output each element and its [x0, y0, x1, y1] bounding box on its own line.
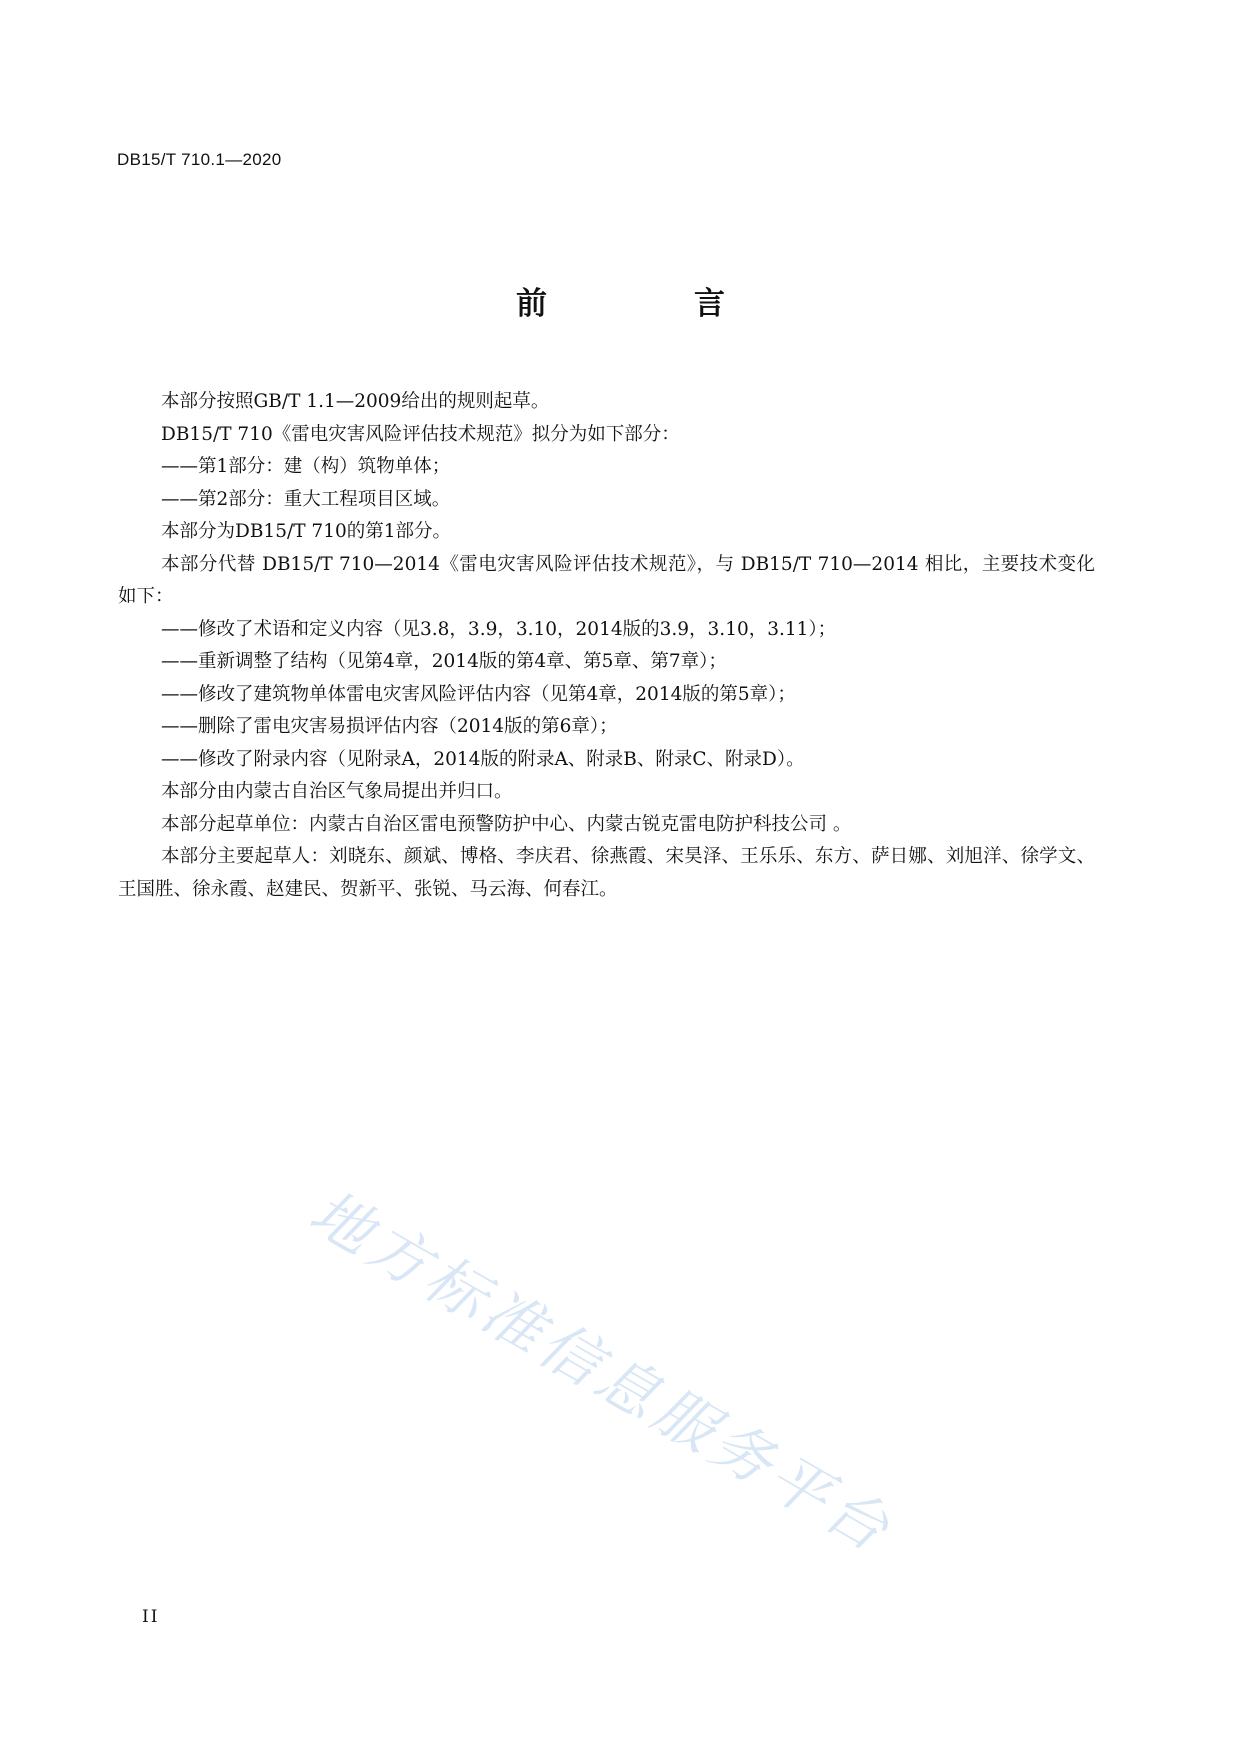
paragraph-drafting-units: 本部分起草单位：内蒙古自治区雷电预警防护中心、内蒙古锐克雷电防护科技公司 。: [161, 813, 852, 835]
document-body: [118, 386, 1095, 906]
paragraph-drafters: 本部分主要起草人：刘晓东、颜斌、博格、李庆君、徐燕霞、宋昊泽、王乐乐、东方、萨日娜、刘旭洋、徐学文、王国胜、徐永霞、赵建民、贺新平、张锐、马云海、何春江。: [118, 846, 1095, 900]
paragraph-drafting-rules: 本部分按照GB/T 1.1—2009给出的规则起草。: [161, 391, 550, 412]
watermark: 地方标准信息服务平台: [298, 1177, 905, 1568]
paragraph-this-part: 本部分为DB15/T 710的第1部分。: [161, 521, 452, 542]
list-item-part-2: ——第2部分：重大工程项目区域。: [161, 488, 451, 510]
list-item-change-5: ——修改了附录内容（见附录A，2014版的附录A、附录B、附录C、附录D）。: [161, 748, 805, 770]
paragraph-proposer: 本部分由内蒙古自治区气象局提出并归口。: [161, 781, 513, 802]
standard-code: DB15/T 710.1—2020: [117, 150, 282, 169]
paragraph-parts-intro: DB15/T 710《雷电灾害风险评估技术规范》拟分为如下部分：: [161, 423, 680, 445]
list-item-change-1: ——修改了术语和定义内容（见3.8，3.9，3.10，2014版的3.9，3.10，3.11）；: [161, 618, 837, 640]
page-title: 前 言: [516, 286, 783, 322]
list-item-change-4: ——删除了雷电灾害易损评估内容（2014版的第6章）；: [161, 716, 618, 737]
paragraph-replaces: 本部分代替 DB15/T 710—2014《雷电灾害风险评估技术规范》，与 DB15/T 710—2014 相比，主要技术变化如下：: [118, 553, 1095, 607]
list-item-part-1: ——第1部分：建（构）筑物单体；: [161, 456, 451, 477]
page-number: II: [142, 1607, 160, 1627]
list-item-change-2: ——重新调整了结构（见第4章，2014版的第4章、第5章、第7章）；: [161, 651, 727, 672]
list-item-change-3: ——修改了建筑物单体雷电灾害风险评估内容（见第4章，2014版的第5章）；: [161, 683, 796, 705]
